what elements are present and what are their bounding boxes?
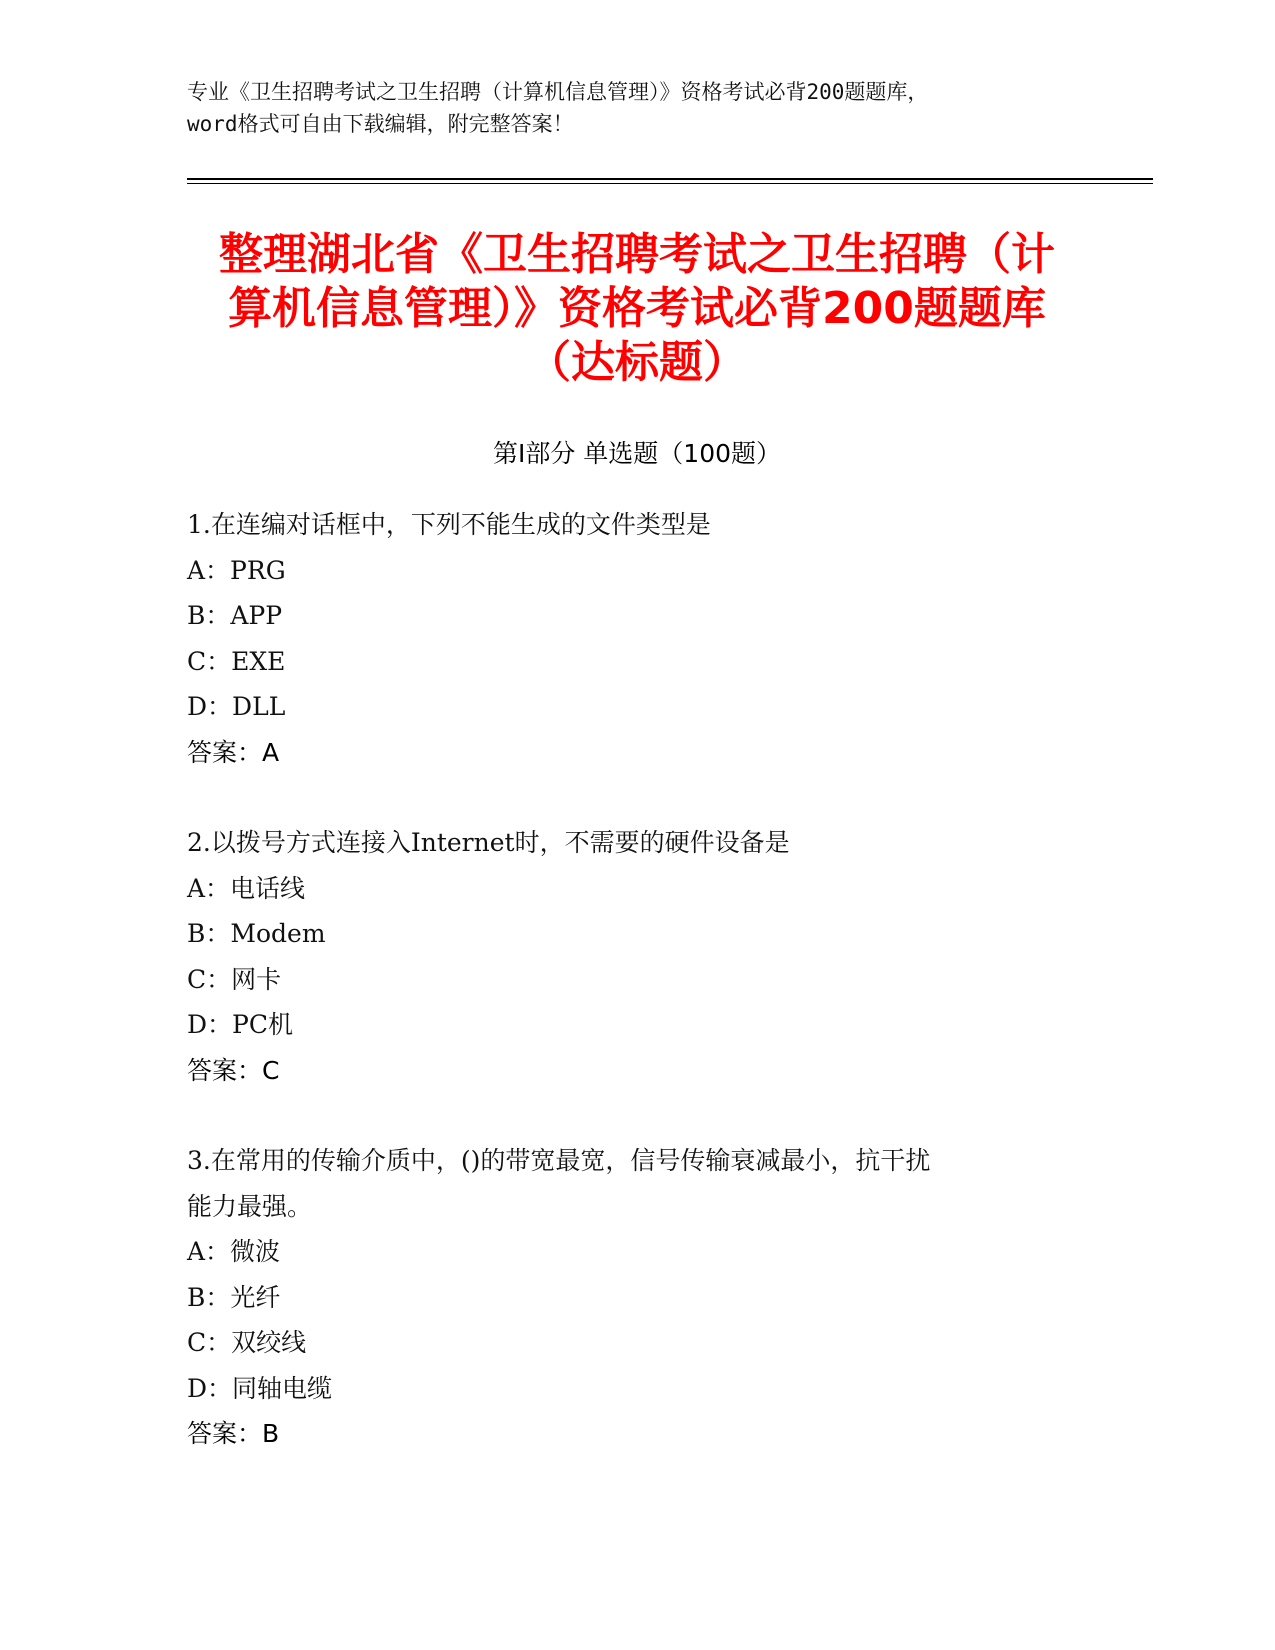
question-2 [187, 820, 1087, 1093]
option-c: C：EXE [187, 646, 286, 676]
question-text-continued: 能力最强。 [187, 1191, 313, 1221]
question-text: 1.在连编对话框中，下列不能生成的文件类型是 [187, 510, 711, 539]
question-3 [187, 1138, 1087, 1457]
title-line-1: 整理湖北省《卫生招聘考试之卫生招聘（计 [219, 229, 1055, 280]
header-note-line-1: 专业《卫生招聘考试之卫生招聘（计算机信息管理）》资格考试必背200题题库， [187, 80, 929, 104]
header-divider-thin [187, 183, 1153, 184]
option-c: C：双绞线 [187, 1328, 307, 1357]
option-a: A：电话线 [187, 873, 306, 903]
question-1 [187, 502, 1087, 775]
question-text: 2.以拨号方式连接入Internet时，不需要的硬件设备是 [187, 828, 790, 857]
option-d: D：PC机 [187, 1010, 293, 1039]
question-text: 3.在常用的传输介质中，()的带宽最宽，信号传输衰减最小，抗干扰 [187, 1146, 931, 1175]
option-d: D：同轴电缆 [187, 1373, 333, 1403]
answer-line: 答案：B [187, 1419, 280, 1448]
option-a: A：微波 [187, 1237, 281, 1266]
title-line-2: 算机信息管理）》资格考试必背200题题库 [228, 283, 1046, 334]
option-b: B：APP [187, 601, 283, 630]
option-c: C：网卡 [187, 964, 282, 994]
title-line-3: （达标题） [527, 337, 747, 388]
option-a: A：PRG [187, 555, 286, 585]
header-divider-thick [187, 178, 1153, 180]
option-b: B：Modem [187, 919, 326, 948]
section-heading: 第Ⅰ部分 单选题（100题） [492, 439, 782, 468]
answer-line: 答案：C [187, 1055, 280, 1085]
header-note [187, 76, 1097, 140]
answer-line: 答案：A [187, 737, 280, 767]
document-title [187, 228, 1087, 390]
option-b: B：光纤 [187, 1282, 281, 1312]
header-note-line-2: word格式可自由下载编辑，附完整答案！ [187, 112, 574, 136]
option-d: D：DLL [187, 692, 286, 721]
